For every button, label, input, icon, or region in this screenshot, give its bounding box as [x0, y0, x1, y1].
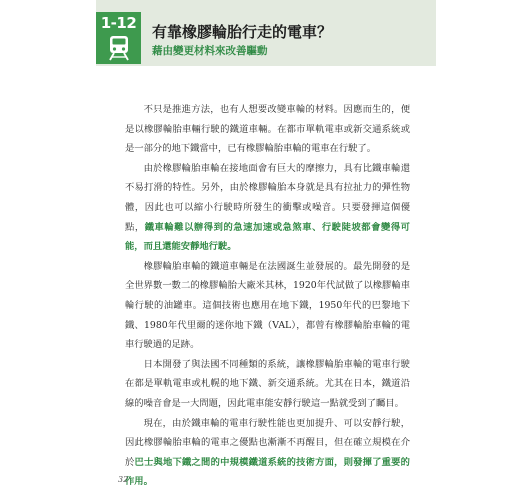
page-subtitle: 藉由變更材料來改善驅動 [152, 45, 268, 57]
highlighted-text: 巴士與地下鐵之間的中規模鐵道系統的技術方面，則發揮了重要的作用。 [125, 456, 410, 488]
paragraph-text: 由於橡膠輪胎車輪在接地面會有巨大的摩擦力，具有比鐵車輪還不易打滑的特性。另外，由於橡膠輪胎本身就是具有拉扯力的彈性物體，因此也可以縮小行駛時所發生的衝擊或噪音。只要發揮這個優點， [125, 162, 410, 233]
paragraph [125, 355, 410, 414]
paragraph [125, 100, 410, 159]
paragraph [125, 159, 410, 257]
highlighted-text: 鐵車輪難以辦得到的急速加速或急煞車、行駛陡坡都會變得可能，而且還能安靜地行駛。 [125, 221, 410, 253]
page-number: 32 [118, 475, 129, 484]
paragraph-text: 現在，由於鐵車輪的電車行駛性能也更加提升、可以安靜行駛，因此橡膠輪胎車輪的電車之優點也漸漸不再醒目，但在確立規模在介於 [125, 417, 410, 468]
paragraph-text: 不只是推進方法，也有人想要改變車輪的材料。因應而生的，便是以橡膠輪胎車輛行駛的鐵道車輛。在都市單軌電車或新交通系統或是一部分的地下鐵當中，已有橡膠輪胎車輪的電車在行駛了。 [125, 104, 410, 155]
train-icon [108, 35, 130, 61]
body-text [125, 100, 410, 492]
section-badge [96, 12, 141, 64]
section-number: 1-12 [100, 14, 137, 32]
page-title: 有靠橡膠輪胎行走的電車？ [152, 23, 333, 41]
paragraph [125, 257, 410, 355]
paragraph-text: 日本開發了與法國不同種類的系統，讓橡膠輪胎車輪的電車行駛在都是單軌電車或札幌的地下鐵、新交通系統。尤其在日本，鐵道沿線的噪音會是一大問題，因此電車能安靜行駛這一點就受到了矚目。 [125, 358, 410, 409]
paragraph [125, 414, 410, 492]
chapter-header [96, 0, 436, 66]
paragraph-text: 橡膠輪胎車輪的鐵道車輛是在法國誕生並發展的。最先開發的是全世界數一數二的橡膠輪胎大廠米其林，1920年代試做了以橡膠輪車輪行駛的油罐車。這個技術也應用在地下鐵，1950年代的巴黎地下鐵、1980年代里爾的迷你地下鐵（VAL），都曾有橡膠輪胎車輪的電車行駛過的足跡。 [125, 260, 410, 351]
